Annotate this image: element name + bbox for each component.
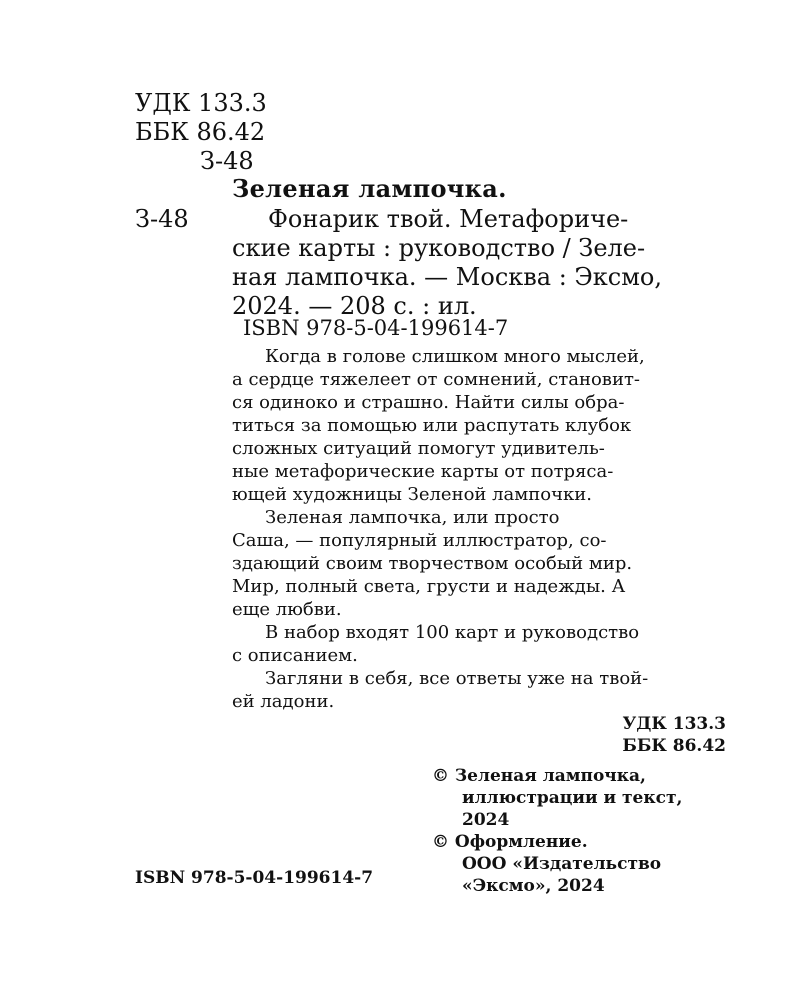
annotation-line: Саша, — популярный иллюстратор, со- xyxy=(232,530,607,551)
udk-code-top: УДК 133.3 xyxy=(135,89,267,117)
copyright-line: 2024 xyxy=(462,810,510,830)
title-line: 2024. — 208 с. : ил. xyxy=(232,292,477,320)
author-mark-left: З-48 xyxy=(135,205,189,233)
annotation-line: ющей художницы Зеленой лампочки. xyxy=(232,484,592,505)
title-line: Фонарик твой. Метафориче- xyxy=(268,205,629,233)
annotation-line: а сердце тяжелеет от сомнений, становит- xyxy=(232,369,640,390)
title-line: ские карты : руководство / Зеле- xyxy=(232,234,646,262)
annotation-line: Загляни в себя, все ответы уже на твой- xyxy=(265,668,649,689)
isbn-bottom: ISBN 978-5-04-199614-7 xyxy=(135,868,374,888)
bbk-code-top: ББК 86.42 xyxy=(135,118,266,146)
annotation-line: сложных ситуаций помогут удивитель- xyxy=(232,438,605,459)
author-heading: Зеленая лампочка. xyxy=(232,174,507,203)
annotation-line: ся одиноко и страшно. Найти силы обра- xyxy=(232,392,625,413)
isbn-top: ISBN 978-5-04-199614-7 xyxy=(243,316,509,340)
annotation-line: здающий своим творчеством особый мир. xyxy=(232,553,633,574)
copyright-line: иллюстрации и текст, xyxy=(462,788,683,808)
copyright-line: «Эксмо», 2024 xyxy=(462,876,605,896)
author-mark-top: З-48 xyxy=(200,147,254,175)
annotation-line: еще любви. xyxy=(232,599,342,620)
copyright-line: ООО «Издательство xyxy=(462,854,662,874)
annotation-line: ные метафорические карты от потряса- xyxy=(232,461,614,482)
copyright-line: © Оформление. xyxy=(432,832,588,852)
annotation-line: с описанием. xyxy=(232,645,358,666)
copyright-line: © Зеленая лампочка, xyxy=(432,766,646,786)
bbk-code-bottom: ББК 86.42 xyxy=(622,736,726,756)
udk-code-bottom: УДК 133.3 xyxy=(622,714,726,734)
annotation-line: ей ладони. xyxy=(232,691,335,712)
annotation-line: Когда в голове слишком много мыслей, xyxy=(265,346,645,367)
title-line: ная лампочка. — Москва : Эксмо, xyxy=(232,263,662,291)
annotation-line: Зеленая лампочка, или просто xyxy=(265,507,560,528)
annotation-line: титься за помощью или распутать клубок xyxy=(232,415,632,436)
annotation-line: Мир, полный света, грусти и надежды. А xyxy=(232,576,626,597)
annotation-line: В набор входят 100 карт и руководство xyxy=(265,622,640,643)
